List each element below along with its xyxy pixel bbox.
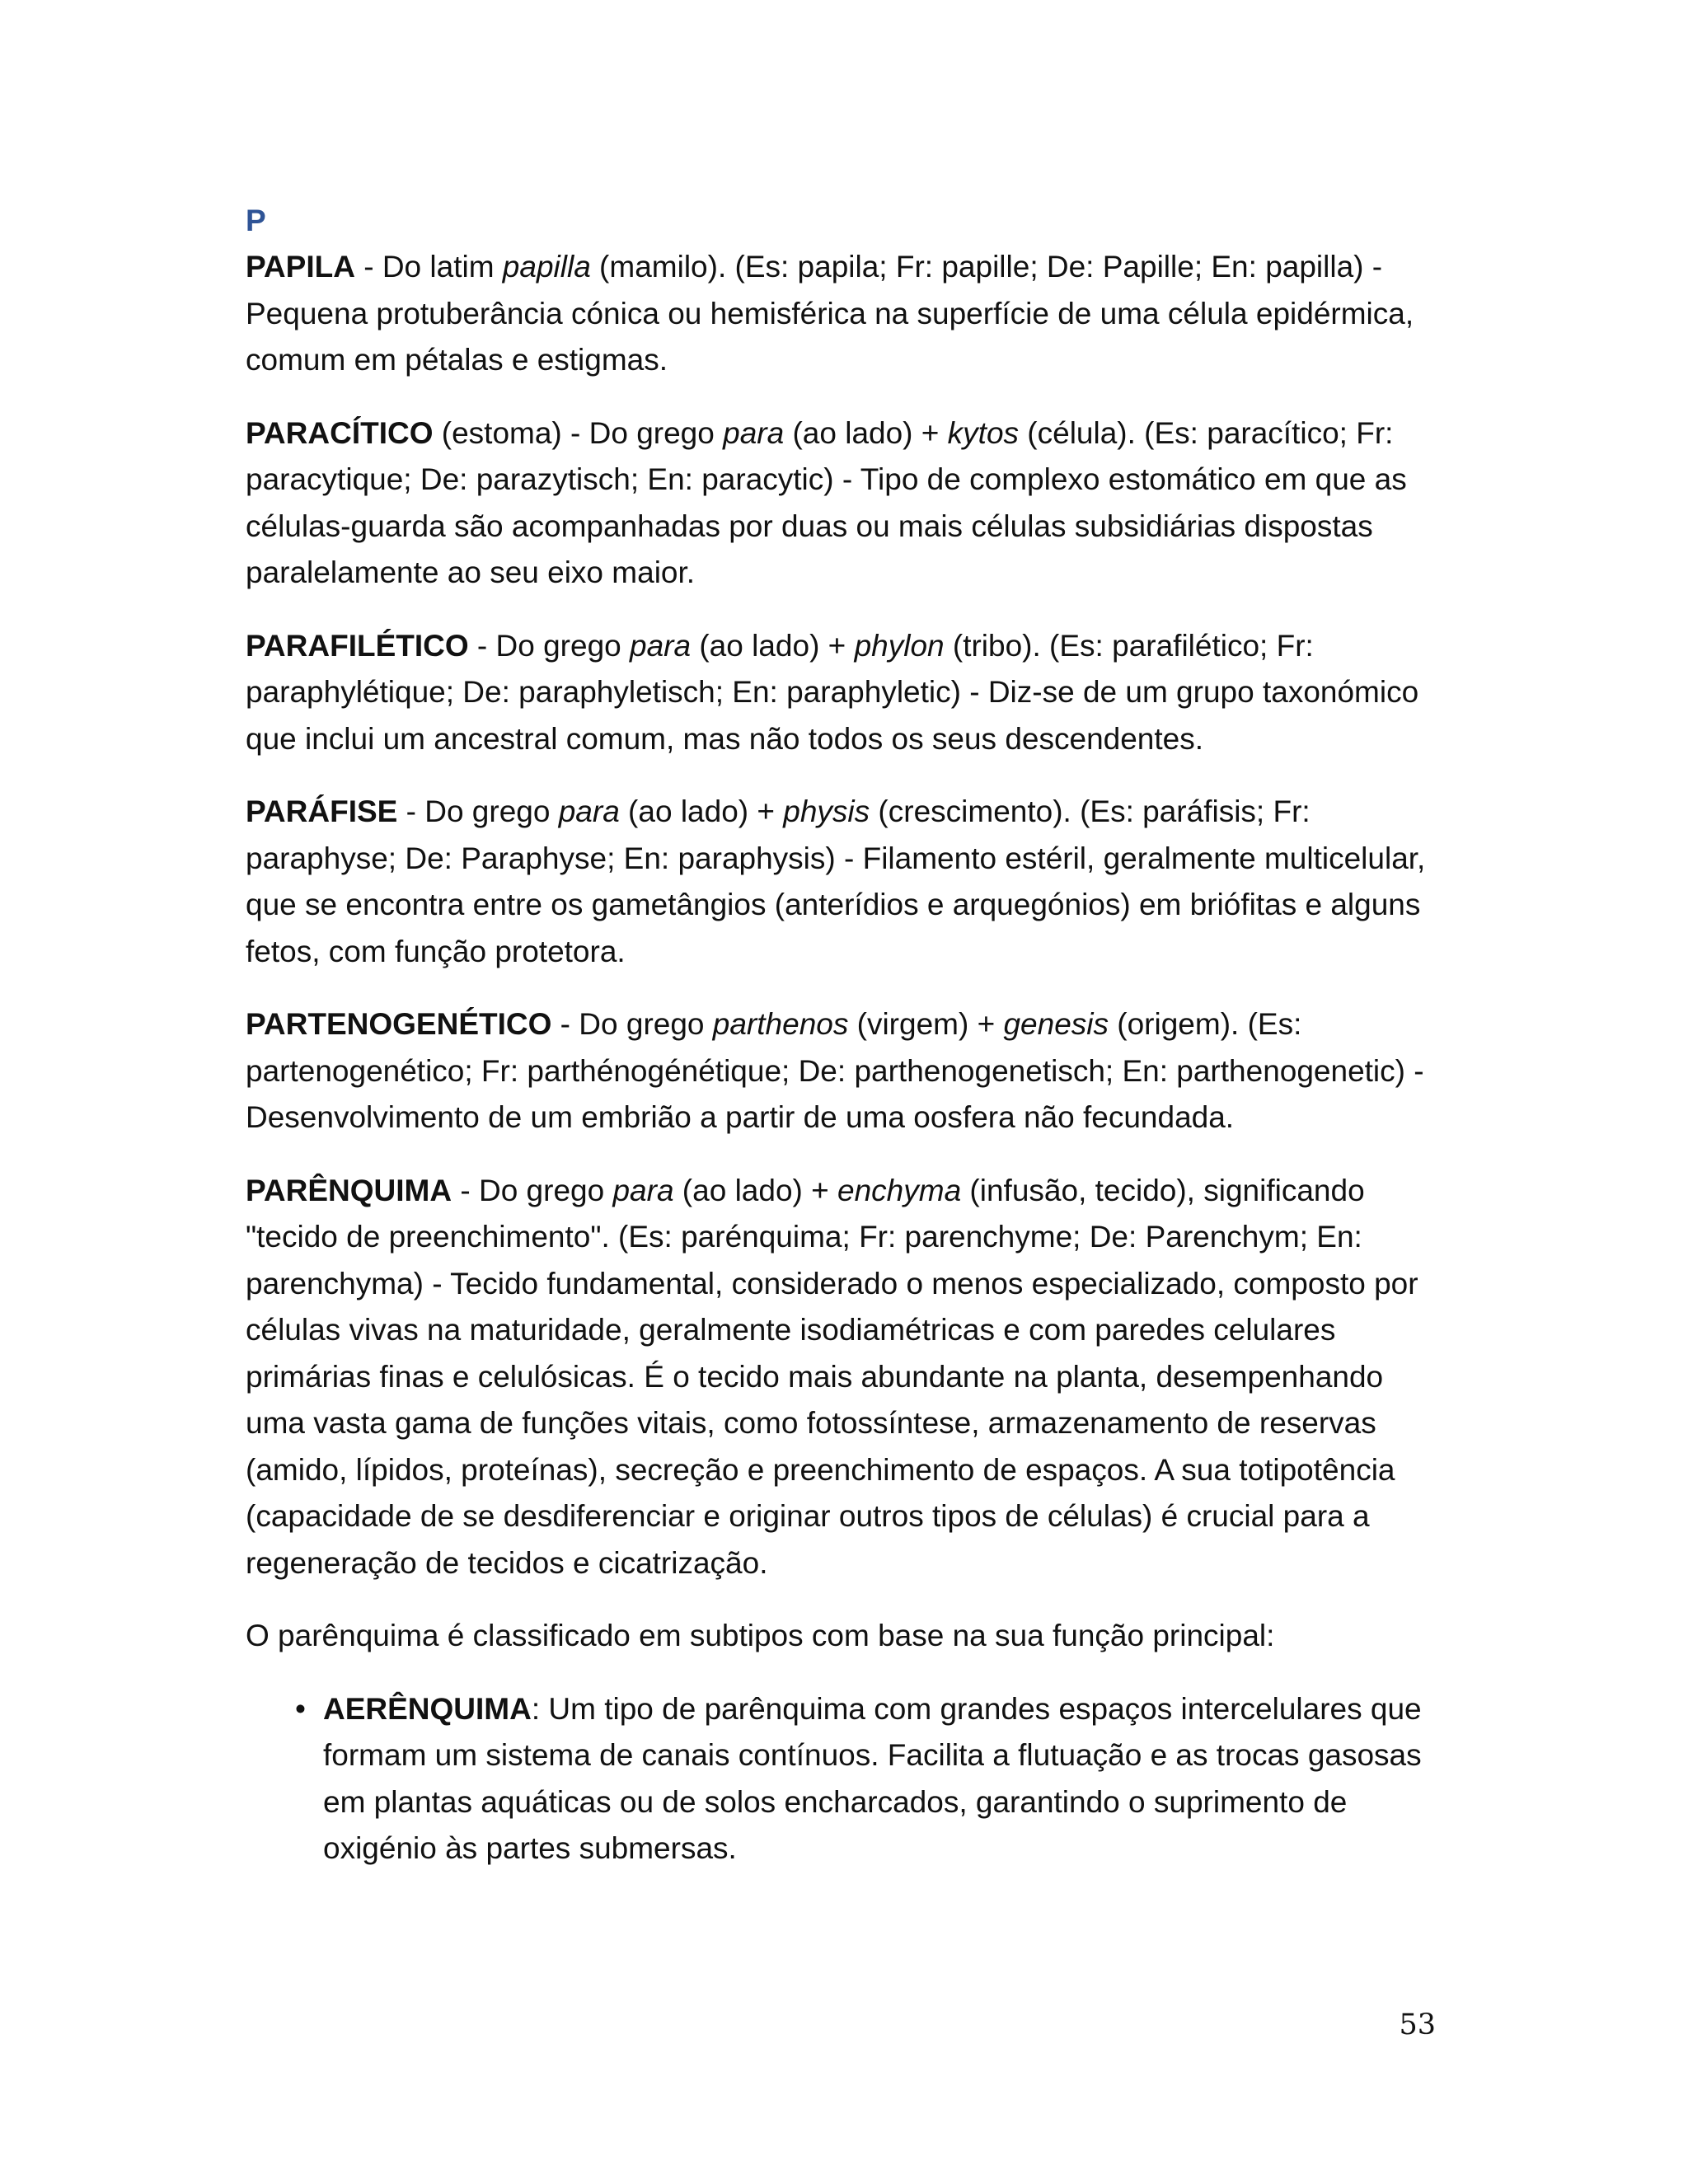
entry-etymon: para [723, 415, 785, 450]
entry-etymon: phylon [854, 628, 945, 663]
glossary-entry-parafiletico [246, 623, 1441, 763]
entry-term: PARACÍTICO [246, 415, 434, 450]
entry-text: - Do grego [452, 1173, 613, 1207]
entry-term: PARAFILÉTICO [246, 628, 469, 663]
entry-text: (mamilo). (Es: papila; Fr: papille; De: Papille; En: papilla) - Pequena protuberância cónica ou hemisférica na superfície de uma célula epidérmica, comum em pétalas e estigmas. [246, 250, 1414, 377]
entry-text: - Do grego [551, 1007, 713, 1041]
glossary-entry-partenogenetico [246, 1001, 1441, 1141]
entry-text: (célula). (Es: paracítico; Fr: paracytique; De: parazytisch; En: paracytic) - Tipo de complexo estomático em que as células-guarda são acompanhadas por duas ou mais células subsidiárias dispostas paralelamente ao seu eixo maior. [246, 415, 1407, 589]
entry-text: (infusão, tecido), significando "tecido de preenchimento". (Es: parénquima; Fr: parenchyme; De: Parenchym; En: parenchyma) - Tecido fundamental, considerado o menos especializado, composto por células vivas na maturidade, geralmente isodiamétricas e com paredes celulares primárias finas e celulósicas. É o tecido mais abundante na planta, desempenhando uma vasta gama de funções vitais, como fotossíntese, armazenamento de reservas (amido, lípidos, proteínas), secreção e preenchimento de espaços. A sua totipotência (capacidade de se desdiferenciar e originar outros tipos de células) é crucial para a regeneração de tecidos e cicatrização. [246, 1173, 1418, 1580]
entry-etymon: enchyma [837, 1173, 962, 1207]
list-item [295, 1686, 1441, 1872]
entry-etymon: parthenos [712, 1007, 849, 1041]
glossary-entry-parafise [246, 789, 1441, 975]
entry-text: (crescimento). (Es: paráfisis; Fr: paraphyse; De: Paraphyse; En: paraphysis) - Filamento estéril, geralmente multicelular, que se encontra entre os gametângios (anterídios e arquegónios) em briófitas e alguns fetos, com função protetora. [246, 794, 1426, 968]
glossary-entry-papila [246, 244, 1441, 384]
entry-text: - Do grego [468, 628, 631, 663]
subtype-list [246, 1686, 1441, 1872]
subtype-term: AERÊNQUIMA [323, 1691, 532, 1726]
entry-text: (ao lado) + [784, 415, 948, 450]
bullet-icon: • [295, 1691, 306, 1726]
entry-text: (virgem) + [848, 1007, 1004, 1041]
entry-etymon: para [612, 1173, 674, 1207]
entry-text: - Do latim [354, 250, 503, 284]
entry-text: (ao lado) + [619, 794, 784, 828]
entry-term: PARÊNQUIMA [246, 1173, 452, 1207]
intro-paragraph: O parênquima é classificado em subtipos com base na sua função principal: [246, 1619, 1275, 1652]
entry-text: (tribo). (Es: parafilético; Fr: paraphylétique; De: paraphyletisch; En: paraphyletic) - Diz-se de um grupo taxonómico que inclui um ancestral comum, mas não todos os seus descendentes. [246, 628, 1419, 756]
section-letter: P [246, 204, 266, 237]
entry-etymon: para [558, 794, 620, 828]
entry-term: PARÁFISE [246, 794, 398, 828]
entry-text: (estoma) - Do grego [433, 415, 724, 450]
entry-term: PARTENOGENÉTICO [246, 1007, 552, 1041]
entry-etymon: kytos [947, 415, 1020, 450]
entry-text: - Do grego [397, 794, 559, 828]
entry-text: (origem). (Es: partenogenético; Fr: parthénogénétique; De: parthenogenetisch; En: parthenogenetic) - Desenvolvimento de um embrião a partir de uma oosfera não fecundada. [246, 1007, 1424, 1134]
entry-etymon: para [630, 628, 692, 663]
glossary-entry-paracitico [246, 410, 1441, 597]
entry-etymon: physis [783, 794, 870, 828]
page-number: 53 [1399, 2008, 1436, 2041]
entry-term: PAPILA [246, 250, 355, 284]
entry-etymon: papilla [502, 250, 591, 284]
glossary-entry-parenquima [246, 1168, 1441, 1587]
entry-text: (ao lado) + [673, 1173, 838, 1207]
entry-etymon: genesis [1003, 1007, 1109, 1041]
entry-text: (ao lado) + [691, 628, 855, 663]
subtype-text: : Um tipo de parênquima com grandes espaços intercelulares que formam um sistema de canais contínuos. Facilita a flutuação e as trocas gasosas em plantas aquáticas ou de solos encharcados, garantindo o suprimento de oxigénio às partes submersas. [323, 1691, 1422, 1865]
page-body [246, 198, 1441, 1872]
